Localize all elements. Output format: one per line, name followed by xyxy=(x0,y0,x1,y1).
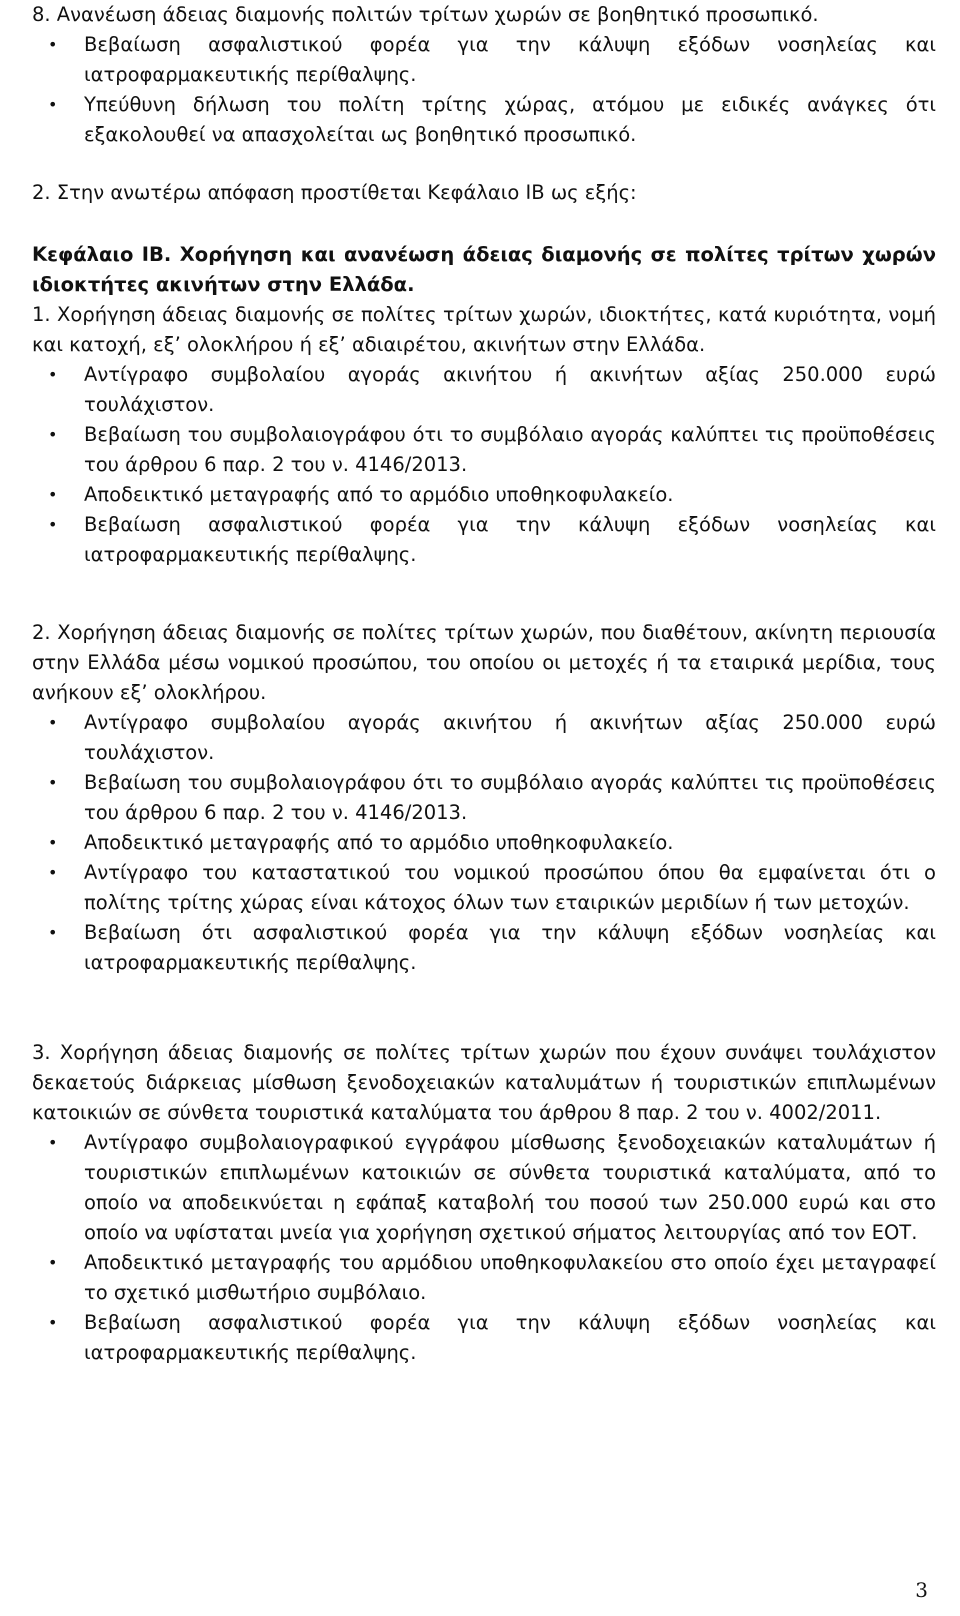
list-item: • Βεβαίωση ασφαλιστικού φορέα για την κάλυψη εξόδων νοσηλείας και ιατροφαρμακευτικής περίθαλψης. xyxy=(32,30,936,90)
item-8-heading: 8. Ανανέωση άδειας διαμονής πολιτών τρίτων χωρών σε βοηθητικό προσωπικό. xyxy=(32,3,819,26)
list-item: • Βεβαίωση ασφαλιστικού φορέα για την κάλυψη εξόδων νοσηλείας και ιατροφαρμακευτικής περίθαλψης. xyxy=(32,1308,936,1368)
list-item: • Βεβαίωση ότι ασφαλιστικού φορέα για την κάλυψη εξόδων νοσηλείας και ιατροφαρμακευτικής περίθαλψης. xyxy=(32,918,936,978)
section-1-bullet-list xyxy=(32,360,936,570)
document-page xyxy=(32,0,936,1368)
amendment-paragraph: 2. Στην ανωτέρω απόφαση προστίθεται Κεφάλαιο ΙΒ ως εξής: xyxy=(32,181,637,204)
section-3-bullet-list xyxy=(32,1128,936,1368)
list-item: • Αντίγραφο συμβολαίου αγοράς ακινήτου ή ακινήτων αξίας 250.000 ευρώ τουλάχιστον. xyxy=(32,708,936,768)
list-item: • Βεβαίωση του συμβολαιογράφου ότι το συμβόλαιο αγοράς καλύπτει τις προϋποθέσεις του άρθρου 6 παρ. 2 του ν. 4146/2013. xyxy=(32,420,936,480)
list-item: • Αποδεικτικό μεταγραφής από το αρμόδιο υποθηκοφυλακείο. xyxy=(32,828,936,858)
list-item: • Αντίγραφο συμβολαίου αγοράς ακινήτου ή ακινήτων αξίας 250.000 ευρώ τουλάχιστον. xyxy=(32,360,936,420)
list-item: • Αποδεικτικό μεταγραφής του αρμόδιου υποθηκοφυλακείου στο οποίο έχει μεταγραφεί το σχετικό μισθωτήριο συμβόλαιο. xyxy=(32,1248,936,1308)
section-2-intro: 2. Χορήγηση άδειας διαμονής σε πολίτες τρίτων χωρών, που διαθέτουν, ακίνητη περιουσία στην Ελλάδα μέσω νομικού προσώπου, του οποίου οι μετοχές ή τα εταιρικά μερίδια, τους ανήκουν εξ’ ολοκλήρου. xyxy=(32,621,936,704)
item-8-bullet-list xyxy=(32,30,936,150)
list-item: • Αντίγραφο συμβολαιογραφικού εγγράφου μίσθωσης ξενοδοχειακών καταλυμάτων ή τουριστικών επιπλωμένων κατοικιών σε σύνθετα τουριστικά καταλύματα, από το οποίο να αποδεικνύεται η εφάπαξ καταβολή του ποσού των 250.000 ευρώ και στο οποίο να υφίσταται μνεία για χορήγηση σχετικού σήματος λειτουργίας από τον ΕΟΤ. xyxy=(32,1128,936,1248)
page-number: 3 xyxy=(915,1578,928,1602)
chapter-title: Κεφάλαιο ΙΒ. Χορήγηση και ανανέωση άδειας διαμονής σε πολίτες τρίτων χωρών ιδιοκτήτες ακινήτων στην Ελλάδα. xyxy=(32,243,936,296)
list-item: • Υπεύθυνη δήλωση του πολίτη τρίτης χώρας, ατόμου με ειδικές ανάγκες ότι εξακολουθεί να απασχολείται ως βοηθητικό προσωπικό. xyxy=(32,90,936,150)
list-item: • Αποδεικτικό μεταγραφής από το αρμόδιο υποθηκοφυλακείο. xyxy=(32,480,936,510)
section-1-intro: 1. Χορήγηση άδειας διαμονής σε πολίτες τρίτων χωρών, ιδιοκτήτες, κατά κυριότητα, νομή και κατοχή, εξ’ ολοκλήρου ή εξ’ αδιαιρέτου, ακινήτων στην Ελλάδα. xyxy=(32,303,936,356)
list-item: • Βεβαίωση ασφαλιστικού φορέα για την κάλυψη εξόδων νοσηλείας και ιατροφαρμακευτικής περίθαλψης. xyxy=(32,510,936,570)
list-item: • Βεβαίωση του συμβολαιογράφου ότι το συμβόλαιο αγοράς καλύπτει τις προϋποθέσεις του άρθρου 6 παρ. 2 του ν. 4146/2013. xyxy=(32,768,936,828)
list-item: • Αντίγραφο του καταστατικού του νομικού προσώπου όπου θα εμφαίνεται ότι ο πολίτης τρίτης χώρας είναι κάτοχος όλων των εταιρικών μεριδίων ή των μετοχών. xyxy=(32,858,936,918)
section-2-bullet-list xyxy=(32,708,936,978)
section-3-intro: 3. Χορήγηση άδειας διαμονής σε πολίτες τρίτων χωρών που έχουν συνάψει τουλάχιστον δεκαετούς διάρκειας μίσθωση ξενοδοχειακών καταλυμάτων ή τουριστικών επιπλωμένων κατοικιών σε σύνθετα τουριστικά καταλύματα του άρθρου 8 παρ. 2 του ν. 4002/2011. xyxy=(32,1041,936,1124)
